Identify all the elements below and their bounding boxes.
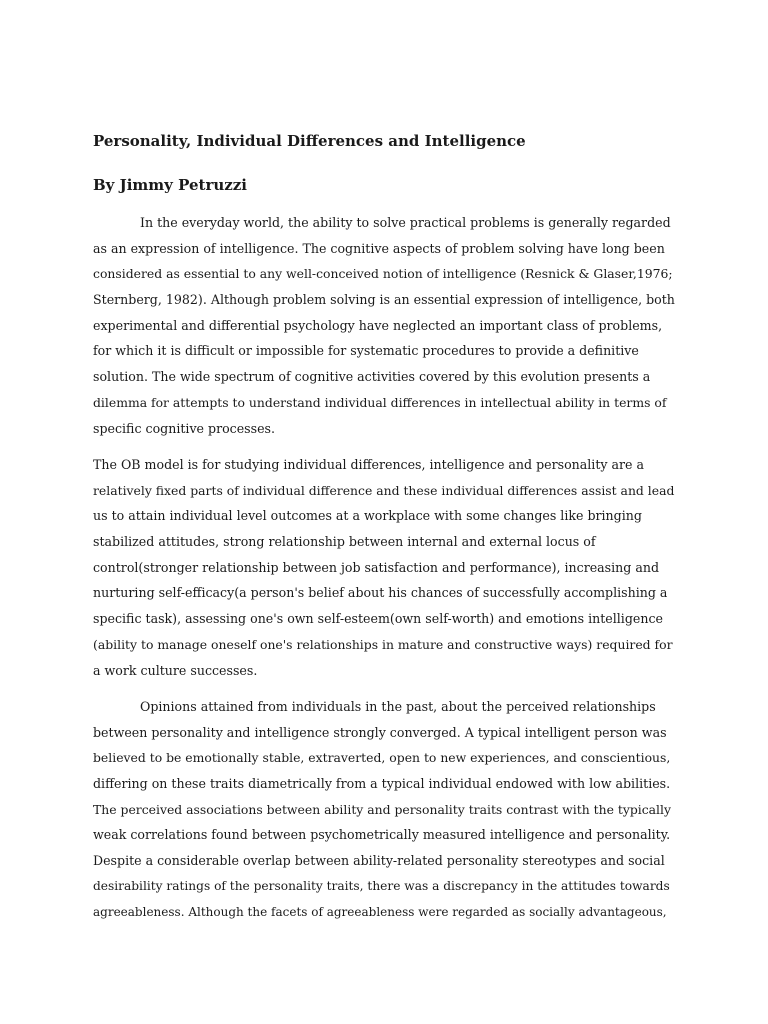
paragraph-line: The perceived associations between ability and personality traits contrast with the typically	[93, 801, 671, 817]
paragraph-line: In the everyday world, the ability to solve practical problems is generally regarded	[140, 215, 671, 230]
paragraph-line: relatively fixed parts of individual difference and these individual differences assist and lead	[93, 482, 675, 498]
paragraph-3	[93, 694, 673, 925]
paragraph-line: stabilized attitudes, strong relationship between internal and external locus of	[93, 534, 596, 550]
paragraph-line: Opinions attained from individuals in the past, about the perceived relationships	[140, 699, 656, 714]
paragraph-2	[93, 452, 673, 683]
paragraph-line: Despite a considerable overlap between ability-related personality stereotypes and social	[93, 853, 665, 869]
paragraph-line: as an expression of intelligence. The cognitive aspects of problem solving have long been	[93, 240, 665, 256]
paragraph-line: between personality and intelligence strongly converged. A typical intelligent person was	[93, 724, 667, 740]
paragraph-line: (ability to manage oneself one's relationships in mature and constructive ways) required for	[93, 636, 673, 652]
paragraph-line: considered as essential to any well-conceived notion of intelligence (Resnick & Glaser,1976;	[93, 266, 673, 282]
paragraph-line: dilemma for attempts to understand individual differences in intellectual ability in terms of	[93, 394, 667, 410]
paragraph-line: Sternberg, 1982). Although problem solving is an essential expression of intelligence, both	[93, 292, 675, 308]
document-title: Personality, Individual Differences and Intelligence	[93, 132, 526, 150]
paragraph-line: agreeableness. Although the facets of agreeableness were regarded as socially advantageous,	[93, 904, 667, 919]
paragraph-line: believed to be emotionally stable, extraverted, open to new experiences, and conscientious,	[93, 750, 671, 766]
paragraph-line: specific task), assessing one's own self-esteem(own self-worth) and emotions intelligence	[93, 611, 663, 627]
paragraph-line: specific cognitive processes.	[93, 420, 276, 436]
paragraph-line: solution. The wide spectrum of cognitive activities covered by this evolution presents a	[93, 369, 651, 385]
paragraph-line: desirability ratings of the personality traits, there was a discrepancy in the attitudes towards	[93, 878, 670, 893]
paragraph-line: experimental and differential psychology have neglected an important class of problems,	[93, 317, 663, 333]
paragraph-line: us to attain individual level outcomes at a workplace with some changes like bringing	[93, 508, 642, 524]
paragraph-line: nurturing self-efficacy(a person's belief about his chances of successfully accomplishing a	[93, 585, 668, 601]
paragraph-1	[93, 210, 673, 441]
paragraph-line: a work culture successes.	[93, 662, 258, 678]
paragraph-line: weak correlations found between psychometrically measured intelligence and personality.	[93, 827, 671, 843]
paragraph-line: differing on these traits diametrically from a typical individual endowed with low abilities.	[93, 776, 671, 792]
author-byline: By Jimmy Petruzzi	[93, 176, 247, 194]
paragraph-line: for which it is difficult or impossible for systematic procedures to provide a definitive	[93, 343, 639, 359]
paragraph-line: The OB model is for studying individual differences, intelligence and personality are a	[93, 457, 645, 472]
paragraph-line: control(stronger relationship between job satisfaction and performance), increasing and	[93, 559, 660, 575]
